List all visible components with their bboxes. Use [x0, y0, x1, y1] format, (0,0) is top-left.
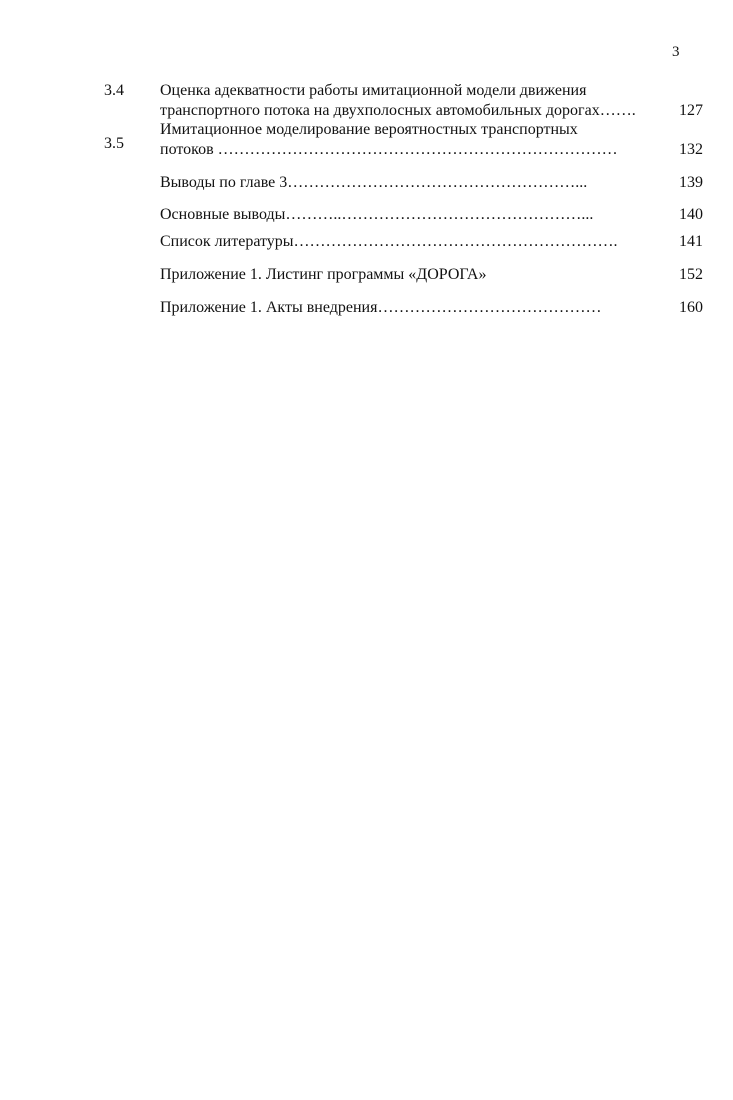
page-number: 3	[672, 44, 680, 60]
section-number: 3.4	[104, 82, 124, 99]
section-number: 3.5	[104, 135, 124, 152]
entry-page: 132	[679, 141, 703, 158]
entry-title: Выводы по главе 3………………………………………………...	[160, 174, 588, 191]
entry-title: Приложение 1. Листинг программы «ДОРОГА»	[160, 266, 487, 283]
entry-page: 152	[679, 266, 703, 283]
entry-title-line-1: Имитационное моделирование вероятностных транспортных	[160, 121, 578, 138]
entry-page: 139	[679, 174, 703, 191]
entry-title-line-2: транспортного потока на двухполосных автомобильных дорогах…….	[160, 102, 636, 119]
entry-page: 127	[679, 102, 703, 119]
entry-title: Основные выводы………..………………………………………...	[160, 206, 594, 223]
entry-title: Приложение 1. Акты внедрения……………………………………	[160, 299, 602, 316]
entry-title-line-2: потоков …………………………………………………………………	[160, 141, 618, 158]
entry-page: 160	[679, 299, 703, 316]
entry-page: 141	[679, 233, 703, 250]
entry-page: 140	[679, 206, 703, 223]
entry-title-line-1: Оценка адекватности работы имитационной модели движения	[160, 82, 587, 99]
entry-title: Список литературы…………………………………………………….	[160, 233, 618, 250]
